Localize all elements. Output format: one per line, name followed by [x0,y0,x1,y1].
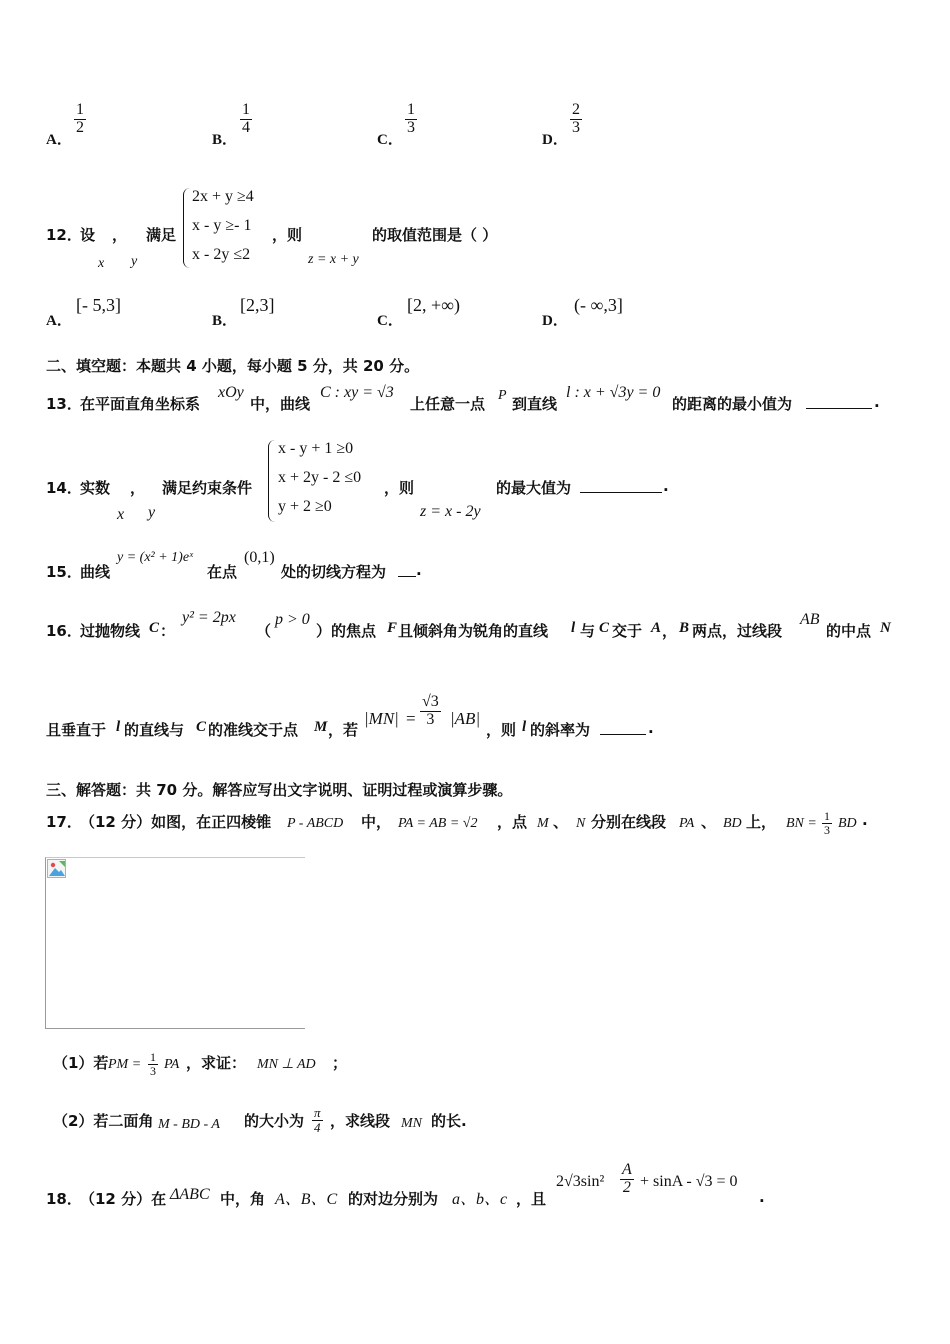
q13-math-line: l : x + √3y = 0 [566,384,661,401]
q17-text-3: ，点 [497,813,528,831]
q16-text-2: （ [256,622,272,640]
q17-part1-fraction: $\frac{1}{3}$ [150,1050,156,1078]
q12-system-line-2: x - y ≥- 1 [192,217,252,234]
q11-option-a-fraction: $\frac{1}{2}$ [76,101,84,136]
q16-a: A [651,620,662,636]
q12-number: 12． [46,226,82,244]
q16-text-9: 的中点 [826,622,872,640]
q17-part1-math-pa: PA [164,1057,180,1072]
q17-part2-text-2: 的大小为 [244,1112,305,1130]
q16-math-equals: = [406,709,416,728]
q17-math-m: M [537,816,549,831]
q18-text-3: 的对边分别为 [348,1190,439,1208]
q13-text-1: 在平面直角坐标系 [80,395,201,413]
q13-text-2: 中，曲线 [250,395,311,413]
q17-math-bd: BD [723,816,742,831]
q15-answer-blank [398,562,416,577]
q14-system-line-2: x + 2y - 2 ≤0 [278,469,362,486]
q18-math-triangle: ΔABC [170,1186,210,1203]
q12-text-5: 的取值范围是（ ） [372,226,498,244]
q17-part2-math-mn: MN [401,1116,422,1131]
q16-line2-m: M [314,719,328,735]
q16-line2-text-2: 的直线与 [124,721,185,739]
q14-text-5: 的最大值为 [496,479,572,497]
q17-figure-placeholder [45,857,305,1029]
q13-text-5: 的距离的最小值为 [672,395,793,413]
q12-system-line-1: 2x + y ≥4 [192,188,254,205]
q16-text-1: 过抛物线 [80,622,141,640]
q14-system-line-1: x - y + 1 ≥0 [278,440,354,457]
q17-part2-label: （2）若二面角 [53,1112,154,1130]
q16-answer-blank [600,720,646,735]
q18-text-4: ，且 [516,1190,547,1208]
q16-text-4: 且倾斜角为锐角的直线 [398,622,549,640]
q17-part1-math-perp: MN ⊥ AD [257,1057,316,1072]
q16-c: C [149,620,160,636]
q16-line2-text-6: 的斜率为 [530,721,591,739]
q16-line2-text-1: 且垂直于 [46,721,107,739]
q16-text-3: ）的焦点 [316,622,377,640]
q17-text-5: 分别在线段 [591,813,667,831]
q17-math-bd-2: BD [838,816,857,831]
q17-text-2: 中， [361,813,392,831]
q17-text-6: 、 [701,813,717,831]
q13-text-4: 到直线 [512,395,558,413]
q14-number: 14． [46,479,82,497]
q16-line2-text-4: ，若 [328,721,359,739]
q18-math-fraction: $\frac{A}{2}$ [622,1161,632,1196]
q16-text-5: 与 [580,622,596,640]
q16-text-6: 交于 [612,622,643,640]
q11-option-c-label: C． [377,132,403,148]
q14-text-2: ， [130,479,146,497]
q15-math-point: (0,1) [244,549,275,566]
broken-image-icon [47,859,67,879]
q16-l: l [571,620,576,636]
q17-math-lengths: PA = AB = √2 [398,816,478,831]
q16-b: B [679,620,690,636]
q13-answer-blank [806,394,872,409]
q12-option-d-label: D． [542,313,568,329]
q14-answer-blank [580,478,662,493]
q18-math-angles: A、B、C [275,1191,338,1208]
q18-text-1: （12 分）在 [80,1190,167,1208]
q12-text-3: 满足 [146,226,177,244]
q14-z-expression: z = x - 2y [420,503,481,520]
q13-math-xoy: xOy [218,384,244,401]
q12-text-1: 设 [80,226,96,244]
q13-end: . [874,393,880,411]
q17-math-pa: PA [679,816,695,831]
q16-math-mn: |MN| [364,709,399,728]
q15-end: . [416,561,422,579]
q14-text-4: ，则 [384,479,415,497]
q12-text-4: ，则 [272,226,303,244]
q17-part1-end: ； [332,1054,348,1072]
q11-option-d-label: D． [542,132,568,148]
q18-math-part-2: + sinA - √3 = 0 [640,1173,738,1190]
q17-text-1: （12 分）如图，在正四棱锥 [80,813,272,831]
q18-number: 18． [46,1190,82,1208]
q16-f: F [387,620,398,636]
q16-c-2: C [599,620,610,636]
q17-end: . [862,811,868,829]
q15-text-2: 在点 [207,563,238,581]
q11-option-b-label: B． [212,132,238,148]
q17-math-pyramid: P - ABCD [287,816,344,831]
q16-line2-l2: l [522,719,527,735]
q16-end: . [648,719,654,737]
q15-number: 15． [46,563,82,581]
q17-text-4: 、 [553,813,569,831]
q13-text-3: 上任意一点 [410,395,486,413]
q17-part2-text-3: ，求线段 [330,1112,391,1130]
q18-text-2: 中，角 [220,1190,266,1208]
q16-number: 16． [46,622,82,640]
q12-text-2: ， [112,226,128,244]
q12-option-a-label: A． [46,313,72,329]
q17-math-n: N [576,816,586,831]
q17-part1-label: （1）若 [53,1054,109,1072]
q14-text-1: 实数 [80,479,111,497]
q16-line2-text-5: ，则 [486,721,517,739]
q15-math-curve: y = (x² + 1)eˣ [117,550,194,565]
q12-option-b-value: [2,3] [240,295,275,315]
q17-math-bn: BN = [786,816,817,831]
q12-system-brace [183,188,190,268]
q12-option-b-label: B． [212,313,238,329]
q11-option-d-fraction: $\frac{2}{3}$ [572,101,580,136]
q11-option-c-fraction: $\frac{1}{3}$ [407,101,415,136]
q17-part2-end: 的长. [431,1112,467,1130]
q11-option-a-label: A． [46,132,72,148]
q17-part2-math-angle: M - BD - A [158,1117,220,1132]
q17-part1-math-pm: PM = [108,1057,142,1072]
q16-colon: ： [160,622,176,640]
q12-system-line-3: x - 2y ≤2 [192,246,251,263]
q12-option-d-value: (- ∞,3] [574,295,623,315]
q17-number: 17． [46,813,82,831]
q11-option-b-fraction: $\frac{1}{4}$ [242,101,250,136]
q12-option-c-value: [2, +∞) [407,295,460,315]
q14-var-x: x [117,506,125,523]
section-3-heading: 三、解答题：共 70 分。解答应写出文字说明、证明过程或演算步骤。 [46,781,513,799]
q18-end: . [759,1188,765,1206]
q13-math-curve: C : xy = √3 [320,384,394,401]
q12-var-y: y [131,254,138,269]
q16-math-ab-abs: |AB| [450,709,481,728]
q15-text-1: 曲线 [80,563,111,581]
q16-math-p-positive: p > 0 [275,611,310,628]
q15-text-3: 处的切线方程为 [281,563,387,581]
q17-math-third: $\frac{1}{3}$ [824,809,830,837]
q18-math-sides: a、b、c [452,1191,508,1208]
q16-n: N [880,620,891,636]
q16-text-8: 两点，过线段 [692,622,783,640]
q16-text-7: ， [662,622,678,640]
q16-math-parabola: y² = 2px [182,609,236,626]
section-2-heading: 二、填空题：本题共 4 小题，每小题 5 分，共 20 分。 [46,357,420,375]
q16-line2-text-3: 的准线交于点 [208,721,299,739]
q13-number: 13． [46,395,82,413]
q18-math-part-1: 2√3sin² [556,1173,605,1190]
q16-line2-l: l [116,719,121,735]
q16-math-ab: AB [800,611,820,628]
q14-end: . [663,477,669,495]
q17-text-7: 上， [746,813,777,831]
q12-z-expression: z = x + y [308,252,359,267]
q14-system-brace [268,440,275,522]
q14-text-3: 满足约束条件 [162,479,253,497]
q16-math-fraction: $\frac{√3}{3}$ [422,693,439,728]
q14-var-y: y [148,504,156,521]
q12-option-c-label: C． [377,313,403,329]
q13-math-p: P [498,388,507,403]
q16-line2-c: C [196,719,207,735]
q17-part1-text-2: ，求证： [186,1054,247,1072]
q14-system-line-3: y + 2 ≥0 [278,498,332,515]
q17-part2-fraction: $\frac{\pi}{4}$ [314,1105,321,1135]
q12-option-a-value: [- 5,3] [76,295,121,315]
q12-var-x: x [98,256,105,271]
